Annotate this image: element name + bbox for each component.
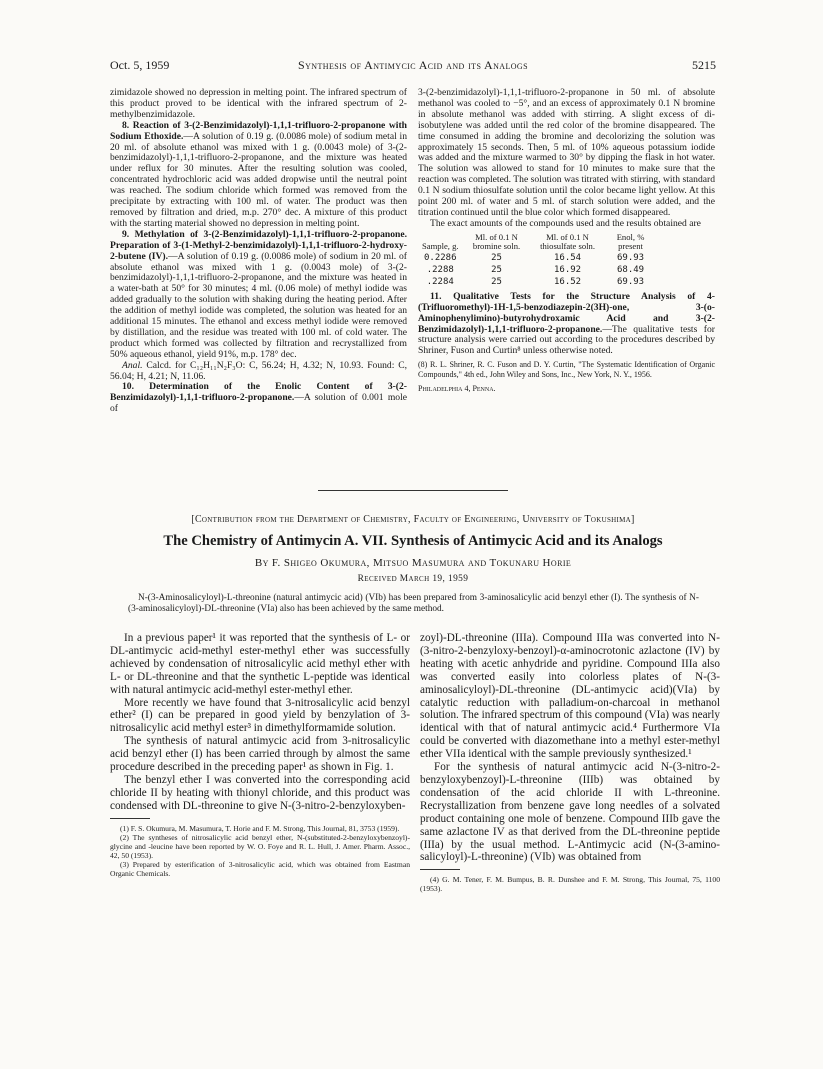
table-cell: 16.92 [553,264,582,275]
running-header [110,58,716,74]
paragraph-text: —A solution of 0.19 g. (0.0086 mole) of sodium metal in 20 ml. of absolute ethanol was mixed with 1 g. (0.0043 mole) of 3-(2-benzimidazolyl)-1,1,1-trifluoro-2-propanone, and the mixture was heated under reflux for 30 minutes. After the resulting solution was cooled, concentrated hydrochloric acid was added dropwise until the neutral point was reached. The sodium chloride which formed was removed from the precipitate by extracting with 100 ml. of water. The product was then removed by filtration and dried, m.p. 270° dec. A mixture of this product with the starting material showed no depression in melting point. [110,130,407,229]
table-cell: 69.93 [616,276,645,287]
paragraph [110,382,407,415]
contribution-line: [Contribution from the Department of Chemistry, Faculty of Engineering, University of Tokushima] [191,514,635,525]
table-row [422,276,661,288]
article-authors: By F. Shigeo Okumura, Mitsuo Masumura and Tokunaru Horie [254,557,572,569]
table-header-cell: Enol, % present [616,231,645,252]
table-header-cell: Ml. of 0.1 N bromine soln. [472,231,521,252]
author-address: Philadelphia 4, Penna. [418,383,496,393]
paragraph [110,121,407,230]
paragraph: 3-(2-benzimidazolyl)-1,1,1-trifluoro-2-propanone in 50 ml. of absolute methanol was cooled to −5°, and an excess of approximately 0.1 N bromine in absolute methanol was added with stirring. A slight excess of di-isobutylene was added until the red color of the bromine disappeared. The time consumed in adding the bromine and decolorizing the solution was approximately 15 seconds. Then, 5 ml. of 10% aqueous potassium iodide was added and the mixture warmed to 30° by dipping the flask in hot water. The solution was allowed to stand for 10 minutes to make sure that the reaction was completed. The solution was titrated with stirring, with standard 0.1 N sodium thiosulfate solution until the color became light yellow. At this point 200 ml. of water and 5 ml. of starch solution were added, and the titration continued until the blue color which formed disappeared. [418,87,715,218]
abstract: N-(3-Aminosalicyloyl)-L-threonine (natural antimycic acid) (VIb) has been prepared from 3-aminosalicylic acid benzyl ether (I). The synthesis of N-(3-aminosalicyloyl)-DL-threonine (VIa) also has been achieved by the same method. [128,593,699,614]
article-title: The Chemistry of Antimycin A. VII. Synthesis of Antimycic Acid and its Analogs [163,533,663,549]
body-right-column [420,632,720,894]
paragraph-text: —A solution of 0.19 g. (0.0086 mole) of sodium in 20 ml. of absolute ethanol was mixed with 1 g. (0.0043 mole) of 3-(2-benzimidazolyl)-1,1,1-trifluoro-2-propanone, and the mixture was heated in a water-bath at 50° for 30 minutes; 4 ml. (0.06 mole) of methyl iodide was added gradually to the solution with shaking during the heating period. After the addition of methyl iodide was completed, the solution was heated for an additional 15 minutes. The ethanol and excess methyl iodide were removed by distillation, and the residue was treated with 100 ml. of cold water. The product which formed was collected by filtration and recrystallized from 50% aqueous ethanol, yield 91%, m.p. 178° dec. [110,250,407,360]
footnote-4: (4) G. M. Tener, F. M. Bumpus, B. R. Dunshee and F. M. Strong, This Journal, 75, 1100 (1953). [420,875,720,894]
paragraph-text: Calcd. for C₁₂H₁₁N₂F₃O: C, 56.24; H, 4.32; N, 10.93. Found: C, 56.04; H, 4.21; N, 11.06. [110,359,408,382]
table-cell: 16.54 [553,252,582,263]
paragraph [110,230,407,361]
paragraph-text: —The qualitative tests for structure analysis were carried out according to the procedures described by Shriner, Fuson and Curtin⁸ unless otherwise noted. [418,323,715,357]
experimental-right-column [418,88,715,393]
table-row [422,252,661,264]
table-cell: .2288 [426,264,454,275]
paragraph: For the synthesis of natural antimycic acid N-(3-nitro-2-benzyloxybenzoyl)-L-threonine (IIIb) was obtained by condensation of the acid chloride II with L-threonine. Recrystallization from benzene gave long needles of a solvated product containing one mole of benzene. Compound IIIb gave the same azlactone IV as that derived from the DL-threonine peptide (IIIa) by the usual method. L-Antimycic acid (N-(3-amino-salicyloyl)-L-threonine) (VIb) was obtained from [420,761,720,864]
paragraph: zimidazole showed no depression in melting point. The infrared spectrum of this product proved to be identical with the infrared spectrum of 2-methylbenzimidazole. [110,87,407,120]
body-left-column [110,632,410,878]
table-cell: 68.49 [616,264,645,275]
table-cell: 69.93 [616,252,645,263]
section-heading: 8. Reaction of 3-(2-Benzimidazolyl)-1,1,1-trifluoro-2-propanone with Sodium Ethoxide. [110,119,407,142]
results-table [422,233,661,288]
footnotes [420,875,720,893]
section-heading: 10. Determination of the Enolic Content of 3-(2-Benzimidazolyl)-1,1,1-trifluoro-2-propanone. [110,381,407,404]
paragraph: In a previous paper¹ it was reported that the synthesis of L- or DL-antimycic acid-methyl ester-methyl ether was successfully achieved by condensation of nitrosalicylic acid methyl ether with L- or DL-threonine and that the synthetic L-peptide was identical with natural antimycic acid-methyl ester-methyl ether. [110,632,410,696]
footnote-1: (1) F. S. Okumura, M. Masumura, T. Horie and F. M. Strong, This Journal, 81, 3753 (1959). [120,823,400,833]
footnote-divider [110,818,150,819]
table-header-cell: Ml. of 0.1 N thiosulfate soln. [540,231,595,252]
paragraph: The exact amounts of the compounds used and the results obtained are [430,217,701,229]
header-date: Oct. 5, 1959 [110,58,170,72]
experimental-left-column [110,88,407,415]
paragraph [110,361,407,383]
section-divider [318,490,508,491]
table-cell: 0.2286 [424,252,457,263]
anal-label: Anal. [122,359,143,371]
table-cell: .2284 [426,276,454,287]
header-running-title: Synthesis of Antimycic Acid and its Analogs [298,58,528,72]
paragraph-text: —A solution of 0.001 mole of [110,392,407,415]
header-page-number: 5215 [692,58,716,72]
section-heading: 11. Qualitative Tests for the Structure Analysis of 4-(Trifluoromethyl)-1H-1,5-benzodiazepin-2(3H)-one, 3-(o-Aminophenylimino)-butyrohydroxamic Acid and 3-(2-Benzimidazolyl)-1,1,1-trifluoro-2-propanone. [418,290,715,335]
paragraph: The benzyl ether I was converted into the corresponding acid chloride II by heating with thionyl chloride, and this product was condensed with DL-threonine to give N-(3-nitro-2-benzyloxyben- [110,773,410,812]
table-row [422,264,661,276]
paragraph: More recently we have found that 3-nitrosalicylic acid benzyl ether² (I) can be prepared in good yield by benzylation of 3-nitrosalicylic acid methyl ester³ in dimethylformamide solution. [110,696,410,735]
table-cell: 25 [491,264,502,275]
footnote-8: (8) R. L. Shriner, R. C. Fuson and D. Y. Curtin, "The Systematic Identification of Organic Compounds," 4th ed., John Wiley and Sons, Inc., New York, N. Y., 1956. [418,360,715,379]
table-cell: 25 [491,252,502,263]
table-header-cell: Sample, g. [422,241,459,252]
paragraph [418,292,715,357]
section-heading: 9. Methylation of 3-(2-Benzimidazolyl)-1,1,1-trifluoro-2-propanone. Preparation of 3-(1-Methyl-2-benzimidazolyl)-1,1,1-trifluoro-2-hydroxy-2-butene (IV). [110,228,407,262]
paragraph: zoyl)-DL-threonine (IIIa). Compound IIIa was converted into N-(3-nitro-2-benzyloxy-benzoyl)-α-aminocrotonic azlactone (IV) by heating with acetic anhydride and pyridine. Compound IIIa also was converted easily into colorless plates of N-(3-aminosalicyloyl)-DL-threonine (DL-antimycic acid)(VIa) by catalytic reduction with palladium-on-charcoal in methanol solution. The infrared spectrum of this compound (VIa) was nearly identical with that of natural antimycic acid.⁴ Furthermore VIa could be converted with diazomethane into a methyl ester-methyl ether VIIa identical with the sample previously synthesized.¹ [420,632,720,761]
table-cell: 25 [491,276,502,287]
table-cell: 16.52 [553,276,582,287]
footnote-3: (3) Prepared by esterification of 3-nitrosalicylic acid, which was obtained from Eastman Organic Chemicals. [110,860,410,879]
footnotes [110,824,410,879]
received-date: Received March 19, 1959 [357,574,469,584]
table-header-row [422,233,661,252]
footnote-divider [420,869,460,870]
footnote-2: (2) The syntheses of nitrosalicylic acid benzyl ether, N-(substituted-2-benzyloxybenzoyl)-glycine and -leucine have been reported by W. O. Foye and R. L. Hull, J. Amer. Pharm. Assoc., 42, 50 (1953). [110,832,410,860]
paragraph: The synthesis of natural antimycic acid from 3-nitrosalicylic acid benzyl ether (I) has been carried through by almost the same procedure described in the preceding paper¹ as shown in Fig. 1. [110,735,410,774]
